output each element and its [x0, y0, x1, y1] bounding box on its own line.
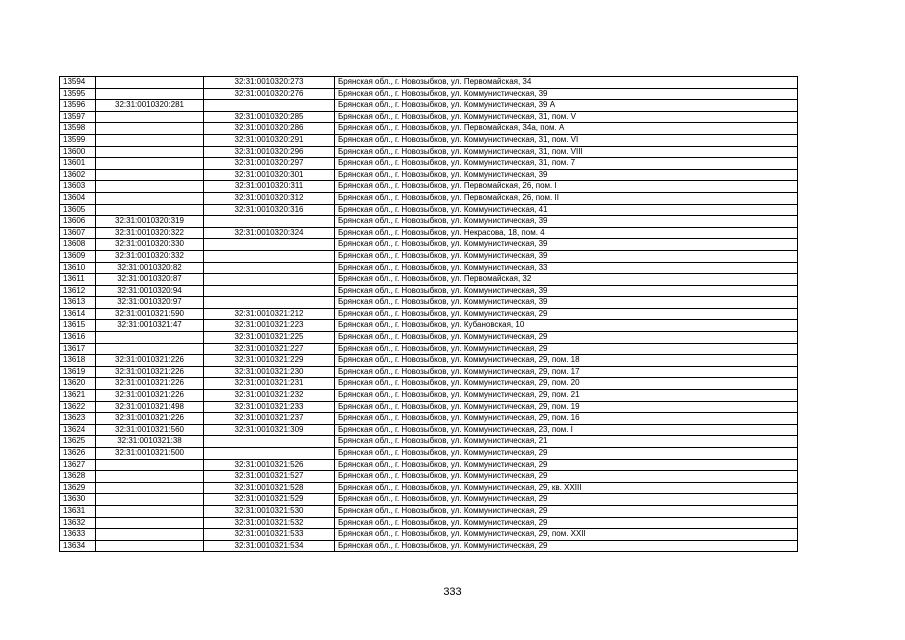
parent-cadastral-number-cell: 32:31:0010320:97	[96, 297, 204, 309]
parent-cadastral-number-cell	[96, 158, 204, 170]
address-cell: Брянская обл., г. Новозыбков, ул. Коммунистическая, 29, пом. XXII	[335, 529, 798, 541]
row-number-cell: 13610	[60, 262, 96, 274]
parent-cadastral-number-cell	[96, 134, 204, 146]
parent-cadastral-number-cell: 32:31:0010321:498	[96, 401, 204, 413]
table-row	[60, 227, 798, 239]
cadastral-number-cell	[204, 274, 335, 286]
cadastral-number-cell: 32:31:0010321:223	[204, 320, 335, 332]
row-number-cell: 13609	[60, 250, 96, 262]
address-cell: Брянская обл., г. Новозыбков, ул. Коммунистическая, 29	[335, 308, 798, 320]
cadastral-number-cell: 32:31:0010321:232	[204, 390, 335, 402]
parent-cadastral-number-cell	[96, 540, 204, 552]
parent-cadastral-number-cell	[96, 146, 204, 158]
row-number-cell: 13594	[60, 77, 96, 89]
table-row	[60, 111, 798, 123]
parent-cadastral-number-cell	[96, 123, 204, 135]
cadastral-number-cell: 32:31:0010321:527	[204, 471, 335, 483]
cadastral-number-cell: 32:31:0010321:534	[204, 540, 335, 552]
cadastral-number-cell: 32:31:0010321:237	[204, 413, 335, 425]
parent-cadastral-number-cell	[96, 471, 204, 483]
table-row	[60, 482, 798, 494]
row-number-cell: 13616	[60, 332, 96, 344]
table-row	[60, 436, 798, 448]
table-row	[60, 250, 798, 262]
row-number-cell: 13625	[60, 436, 96, 448]
table-row	[60, 471, 798, 483]
address-cell: Брянская обл., г. Новозыбков, ул. Коммунистическая, 29, пом. 19	[335, 401, 798, 413]
cadastral-number-cell: 32:31:0010321:530	[204, 505, 335, 517]
address-cell: Брянская обл., г. Новозыбков, ул. Коммунистическая, 29	[335, 448, 798, 460]
row-number-cell: 13603	[60, 181, 96, 193]
address-cell: Брянская обл., г. Новозыбков, ул. Коммунистическая, 29	[335, 459, 798, 471]
row-number-cell: 13627	[60, 459, 96, 471]
parent-cadastral-number-cell: 32:31:0010321:47	[96, 320, 204, 332]
table-row	[60, 262, 798, 274]
table-row	[60, 192, 798, 204]
cadastral-number-cell: 32:31:0010321:533	[204, 529, 335, 541]
parent-cadastral-number-cell	[96, 169, 204, 181]
parent-cadastral-number-cell: 32:31:0010320:330	[96, 239, 204, 251]
parent-cadastral-number-cell	[96, 88, 204, 100]
cadastral-number-cell	[204, 297, 335, 309]
cadastral-number-cell: 32:31:0010320:324	[204, 227, 335, 239]
parent-cadastral-number-cell: 32:31:0010321:500	[96, 448, 204, 460]
table-row	[60, 158, 798, 170]
table-row	[60, 146, 798, 158]
address-cell: Брянская обл., г. Новозыбков, ул. Некрасова, 18, пом. 4	[335, 227, 798, 239]
address-cell: Брянская обл., г. Новозыбков, ул. Коммунистическая, 39	[335, 216, 798, 228]
cadastral-number-cell	[204, 448, 335, 460]
address-cell: Брянская обл., г. Новозыбков, ул. Коммунистическая, 29, пом. 16	[335, 413, 798, 425]
table-row	[60, 494, 798, 506]
address-cell: Брянская обл., г. Новозыбков, ул. Коммунистическая, 29	[335, 540, 798, 552]
table-row	[60, 204, 798, 216]
row-number-cell: 13623	[60, 413, 96, 425]
row-number-cell: 13630	[60, 494, 96, 506]
cadastral-number-cell	[204, 216, 335, 228]
table-row	[60, 169, 798, 181]
cadastral-number-cell: 32:31:0010321:231	[204, 378, 335, 390]
row-number-cell: 13607	[60, 227, 96, 239]
table-row	[60, 297, 798, 309]
table-row	[60, 459, 798, 471]
row-number-cell: 13626	[60, 448, 96, 460]
parent-cadastral-number-cell: 32:31:0010320:82	[96, 262, 204, 274]
parent-cadastral-number-cell: 32:31:0010321:226	[96, 355, 204, 367]
cadastral-number-cell: 32:31:0010321:529	[204, 494, 335, 506]
parent-cadastral-number-cell	[96, 181, 204, 193]
address-cell: Брянская обл., г. Новозыбков, ул. Коммунистическая, 29	[335, 332, 798, 344]
cadastral-number-cell: 32:31:0010320:312	[204, 192, 335, 204]
cadastral-number-cell: 32:31:0010321:532	[204, 517, 335, 529]
address-cell: Брянская обл., г. Новозыбков, ул. Коммунистическая, 39	[335, 285, 798, 297]
address-cell: Брянская обл., г. Новозыбков, ул. Коммунистическая, 29	[335, 343, 798, 355]
parent-cadastral-number-cell: 32:31:0010320:281	[96, 100, 204, 112]
row-number-cell: 13611	[60, 274, 96, 286]
cadastral-number-cell: 32:31:0010321:528	[204, 482, 335, 494]
parent-cadastral-number-cell: 32:31:0010321:38	[96, 436, 204, 448]
row-number-cell: 13598	[60, 123, 96, 135]
row-number-cell: 13618	[60, 355, 96, 367]
cadastral-number-cell: 32:31:0010321:229	[204, 355, 335, 367]
address-cell: Брянская обл., г. Новозыбков, ул. Коммунистическая, 29, пом. 17	[335, 366, 798, 378]
parent-cadastral-number-cell	[96, 517, 204, 529]
cadastral-number-cell	[204, 100, 335, 112]
row-number-cell: 13605	[60, 204, 96, 216]
parent-cadastral-number-cell: 32:31:0010320:322	[96, 227, 204, 239]
cadastral-number-cell: 32:31:0010321:309	[204, 424, 335, 436]
parent-cadastral-number-cell: 32:31:0010321:226	[96, 366, 204, 378]
address-cell: Брянская обл., г. Новозыбков, ул. Первомайская, 26, пом. I	[335, 181, 798, 193]
row-number-cell: 13601	[60, 158, 96, 170]
cadastral-number-cell: 32:31:0010320:316	[204, 204, 335, 216]
table-row	[60, 448, 798, 460]
table-row	[60, 355, 798, 367]
parent-cadastral-number-cell: 32:31:0010320:94	[96, 285, 204, 297]
row-number-cell: 13620	[60, 378, 96, 390]
cadastral-number-cell: 32:31:0010320:286	[204, 123, 335, 135]
address-cell: Брянская обл., г. Новозыбков, ул. Коммунистическая, 41	[335, 204, 798, 216]
cadastral-number-cell: 32:31:0010321:230	[204, 366, 335, 378]
row-number-cell: 13633	[60, 529, 96, 541]
cadastral-number-cell: 32:31:0010320:311	[204, 181, 335, 193]
address-cell: Брянская обл., г. Новозыбков, ул. Первомайская, 34а, пом. А	[335, 123, 798, 135]
cadastral-number-cell: 32:31:0010320:276	[204, 88, 335, 100]
table-row	[60, 505, 798, 517]
address-cell: Брянская обл., г. Новозыбков, ул. Коммунистическая, 31, пом. VIII	[335, 146, 798, 158]
table-row	[60, 308, 798, 320]
address-cell: Брянская обл., г. Новозыбков, ул. Коммунистическая, 39	[335, 250, 798, 262]
cadastral-number-cell: 32:31:0010320:296	[204, 146, 335, 158]
parent-cadastral-number-cell	[96, 494, 204, 506]
parent-cadastral-number-cell: 32:31:0010320:319	[96, 216, 204, 228]
parent-cadastral-number-cell: 32:31:0010321:226	[96, 413, 204, 425]
row-number-cell: 13608	[60, 239, 96, 251]
row-number-cell: 13599	[60, 134, 96, 146]
address-cell: Брянская обл., г. Новозыбков, ул. Коммунистическая, 31, пом. V	[335, 111, 798, 123]
row-number-cell: 13596	[60, 100, 96, 112]
parent-cadastral-number-cell	[96, 343, 204, 355]
row-number-cell: 13634	[60, 540, 96, 552]
cadastral-number-cell: 32:31:0010321:225	[204, 332, 335, 344]
address-cell: Брянская обл., г. Новозыбков, ул. Коммунистическая, 39 А	[335, 100, 798, 112]
table-row	[60, 517, 798, 529]
page-number: 333	[443, 586, 462, 598]
address-cell: Брянская обл., г. Новозыбков, ул. Коммунистическая, 39	[335, 239, 798, 251]
address-cell: Брянская обл., г. Новозыбков, ул. Коммунистическая, 29	[335, 494, 798, 506]
table-row	[60, 401, 798, 413]
table-row	[60, 239, 798, 251]
row-number-cell: 13632	[60, 517, 96, 529]
parent-cadastral-number-cell	[96, 482, 204, 494]
parent-cadastral-number-cell	[96, 332, 204, 344]
row-number-cell: 13602	[60, 169, 96, 181]
table-row	[60, 390, 798, 402]
row-number-cell: 13595	[60, 88, 96, 100]
address-cell: Брянская обл., г. Новозыбков, ул. Коммунистическая, 29, пом. 18	[335, 355, 798, 367]
cadastral-register-table	[59, 76, 798, 552]
parent-cadastral-number-cell	[96, 505, 204, 517]
row-number-cell: 13615	[60, 320, 96, 332]
row-number-cell: 13622	[60, 401, 96, 413]
row-number-cell: 13613	[60, 297, 96, 309]
address-cell: Брянская обл., г. Новозыбков, ул. Первомайская, 26, пом. II	[335, 192, 798, 204]
cadastral-number-cell	[204, 436, 335, 448]
address-cell: Брянская обл., г. Новозыбков, ул. Коммунистическая, 39	[335, 169, 798, 181]
cadastral-number-cell: 32:31:0010321:227	[204, 343, 335, 355]
table-row	[60, 378, 798, 390]
table-row	[60, 366, 798, 378]
table-row	[60, 216, 798, 228]
cadastral-number-cell: 32:31:0010321:526	[204, 459, 335, 471]
table-row	[60, 274, 798, 286]
cadastral-number-cell: 32:31:0010321:212	[204, 308, 335, 320]
cadastral-number-cell	[204, 262, 335, 274]
address-cell: Брянская обл., г. Новозыбков, ул. Коммунистическая, 29, кв. XXIII	[335, 482, 798, 494]
row-number-cell: 13629	[60, 482, 96, 494]
address-cell: Брянская обл., г. Новозыбков, ул. Коммунистическая, 39	[335, 297, 798, 309]
table-row	[60, 424, 798, 436]
parent-cadastral-number-cell: 32:31:0010321:560	[96, 424, 204, 436]
cadastral-number-cell	[204, 250, 335, 262]
address-cell: Брянская обл., г. Новозыбков, ул. Коммунистическая, 21	[335, 436, 798, 448]
table-row	[60, 320, 798, 332]
address-cell: Брянская обл., г. Новозыбков, ул. Кубановская, 10	[335, 320, 798, 332]
parent-cadastral-number-cell: 32:31:0010320:332	[96, 250, 204, 262]
row-number-cell: 13600	[60, 146, 96, 158]
table-row	[60, 540, 798, 552]
row-number-cell: 13604	[60, 192, 96, 204]
table-row	[60, 88, 798, 100]
table-row	[60, 181, 798, 193]
row-number-cell: 13617	[60, 343, 96, 355]
cadastral-number-cell	[204, 285, 335, 297]
cadastral-number-cell: 32:31:0010320:273	[204, 77, 335, 89]
row-number-cell: 13606	[60, 216, 96, 228]
table-row	[60, 134, 798, 146]
cadastral-number-cell	[204, 239, 335, 251]
row-number-cell: 13614	[60, 308, 96, 320]
cadastral-number-cell: 32:31:0010320:297	[204, 158, 335, 170]
table-row	[60, 77, 798, 89]
table-row	[60, 529, 798, 541]
row-number-cell: 13612	[60, 285, 96, 297]
parent-cadastral-number-cell	[96, 111, 204, 123]
cadastral-number-cell: 32:31:0010320:291	[204, 134, 335, 146]
parent-cadastral-number-cell	[96, 192, 204, 204]
cadastral-number-cell: 32:31:0010321:233	[204, 401, 335, 413]
table-row	[60, 100, 798, 112]
parent-cadastral-number-cell	[96, 459, 204, 471]
cadastral-number-cell: 32:31:0010320:285	[204, 111, 335, 123]
parent-cadastral-number-cell: 32:31:0010321:226	[96, 378, 204, 390]
row-number-cell: 13619	[60, 366, 96, 378]
address-cell: Брянская обл., г. Новозыбков, ул. Коммунистическая, 29, пом. 20	[335, 378, 798, 390]
address-cell: Брянская обл., г. Новозыбков, ул. Коммунистическая, 23, пом. I	[335, 424, 798, 436]
parent-cadastral-number-cell	[96, 77, 204, 89]
table-row	[60, 285, 798, 297]
address-cell: Брянская обл., г. Новозыбков, ул. Коммунистическая, 39	[335, 88, 798, 100]
table-row	[60, 332, 798, 344]
address-cell: Брянская обл., г. Новозыбков, ул. Коммунистическая, 29, пом. 21	[335, 390, 798, 402]
row-number-cell: 13624	[60, 424, 96, 436]
address-cell: Брянская обл., г. Новозыбков, ул. Коммунистическая, 29	[335, 505, 798, 517]
row-number-cell: 13631	[60, 505, 96, 517]
table-row	[60, 343, 798, 355]
address-cell: Брянская обл., г. Новозыбков, ул. Коммунистическая, 29	[335, 471, 798, 483]
row-number-cell: 13621	[60, 390, 96, 402]
register-table-body	[60, 77, 798, 552]
address-cell: Брянская обл., г. Новозыбков, ул. Коммунистическая, 29	[335, 517, 798, 529]
parent-cadastral-number-cell	[96, 529, 204, 541]
row-number-cell: 13597	[60, 111, 96, 123]
table-row	[60, 413, 798, 425]
row-number-cell: 13628	[60, 471, 96, 483]
parent-cadastral-number-cell: 32:31:0010320:87	[96, 274, 204, 286]
address-cell: Брянская обл., г. Новозыбков, ул. Коммунистическая, 33	[335, 262, 798, 274]
address-cell: Брянская обл., г. Новозыбков, ул. Коммунистическая, 31, пом. VI	[335, 134, 798, 146]
address-cell: Брянская обл., г. Новозыбков, ул. Коммунистическая, 31, пом. 7	[335, 158, 798, 170]
parent-cadastral-number-cell	[96, 204, 204, 216]
address-cell: Брянская обл., г. Новозыбков, ул. Первомайская, 34	[335, 77, 798, 89]
parent-cadastral-number-cell: 32:31:0010321:226	[96, 390, 204, 402]
cadastral-number-cell: 32:31:0010320:301	[204, 169, 335, 181]
table-row	[60, 123, 798, 135]
parent-cadastral-number-cell: 32:31:0010321:590	[96, 308, 204, 320]
address-cell: Брянская обл., г. Новозыбков, ул. Первомайская, 32	[335, 274, 798, 286]
